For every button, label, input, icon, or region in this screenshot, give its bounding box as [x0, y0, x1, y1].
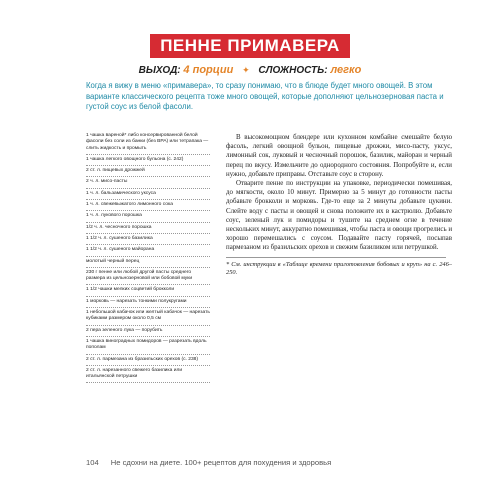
- ingredient-separator: [86, 244, 210, 245]
- ingredient-separator: [86, 267, 210, 268]
- ingredient-item: 1 морковь — нарезать тонкими полукругами: [86, 298, 187, 304]
- recipe-title: ПЕННЕ ПРИМАВЕРА: [160, 36, 340, 55]
- ingredient-item: 230 г пенне или любой другой пасты среднего размера из цельнозерновой или бобовой муки: [86, 269, 193, 282]
- ingredient-item: 1 чашка легкого овощного бульона (с. 242): [86, 156, 184, 162]
- ingredient-item: 1 1/2 ч. л. сушеного майорана: [86, 247, 155, 253]
- ingredient-separator: [86, 256, 210, 257]
- ingredient-item: 1 ч. л. бальзамического уксуса: [86, 190, 156, 196]
- method-step: Отварите пенне по инструкции на упаковке, периодически помешивая, до мягкости, около 10 минут. Примерно за 5 минут до готовности пасты добавьте брокколи и морковь. Где-то еще за 2 минуты добавьте цукини. Слейте воду с пасты и овощей и снова положите их в кастрюлю. Добавьте соус, зеленый лук и помидоры и тушите на среднем огне в течение нескольких минут, аккуратно помешивая, чтобы паста и овощи прогрелись и хорошо перемешались с соусом. Подавайте пасту горячей, посыпав пармезаном из бразильских орехов и свежим базиликом или петрушкой.: [226, 180, 453, 252]
- ingredient-item: 1 ч. л. лукового порошка: [86, 213, 142, 219]
- ingredient-separator: [86, 154, 210, 155]
- recipe-intro: Когда я вижу в меню «примавера», то сразу понимаю, что в блюде будет много овощей. В этом варианте классического рецепта тоже много овощей, которые дополняют цельнозерновая паста и густой соус из белой фасоли.: [86, 81, 444, 112]
- difficulty-value: легко: [330, 64, 362, 76]
- footnote: * См. инструкции в «Таблице времени приготовления бобовых и круп» на с. 246–250.: [226, 260, 452, 277]
- ingredient-item: 1/2 ч. л. чесночного порошка: [86, 224, 152, 230]
- recipe-title-banner: [150, 34, 350, 58]
- ingredient-separator: [86, 336, 210, 337]
- ingredient-separator: [86, 188, 210, 189]
- ingredient-separator: [86, 210, 210, 211]
- ingredient-item: 1 чашка виноградных помидоров — разрезать вдоль пополам: [86, 338, 207, 351]
- ingredient-item: 2 ч. л. мисо-пасты: [86, 179, 128, 185]
- ingredient-separator: [86, 307, 210, 308]
- page-footer: [86, 458, 466, 467]
- ingredient-separator: [86, 325, 210, 326]
- ingredient-item: 1 1/2 чашки мелких соцветий брокколи: [86, 287, 175, 293]
- yield-label: ВЫХОД:: [138, 65, 181, 76]
- diamond-icon: ✦: [242, 65, 250, 75]
- page-number: 104: [86, 458, 99, 467]
- ingredient-separator: [86, 199, 210, 200]
- ingredient-separator: [86, 354, 210, 355]
- recipe-meta: [0, 64, 500, 76]
- difficulty-label: СЛОЖНОСТЬ:: [258, 65, 328, 76]
- footnote-divider: [226, 257, 446, 258]
- ingredient-separator: [86, 296, 210, 297]
- ingredients-list: [86, 133, 210, 385]
- book-title: Не сдохни на диете. 100+ рецептов для похудения и здоровья: [110, 458, 332, 467]
- ingredient-item: молотый черный перец: [86, 258, 140, 264]
- ingredient-item: 1 1/2 ч. л. сушеного базилика: [86, 235, 153, 241]
- ingredient-item: 2 ст. л. пармезана из бразильских орехов (с. 238): [86, 356, 199, 362]
- ingredient-separator: [86, 222, 210, 223]
- ingredient-separator: [86, 382, 210, 383]
- ingredient-item: 2 пера зеленого лука — порубить: [86, 327, 163, 333]
- ingredient-separator: [86, 233, 210, 234]
- ingredient-separator: [86, 176, 210, 177]
- ingredient-separator: [86, 284, 210, 285]
- ingredient-item: 2 ст. л. пищевых дрожжей: [86, 168, 145, 174]
- ingredient-item: 2 ст. л. нарезанного свежего базилика или итальянской петрушки: [86, 367, 183, 380]
- ingredient-item: 1 чашка вареной* либо консервированной белой фасоли без соли из банки (без BPA) или тетрапака — слить жидкость и промыть: [86, 133, 209, 151]
- ingredient-separator: [86, 365, 210, 366]
- yield-value: 4 порции: [183, 64, 234, 76]
- ingredient-item: 1 ч. л. свежевыжатого лимонного сока: [86, 202, 173, 208]
- ingredient-item: 1 небольшой кабачок или желтый кабачок — нарезать кубиками размером около 0,5 см: [86, 310, 210, 322]
- method-section: [226, 133, 452, 278]
- method-step: В высокомощном блендере или кухонном комбайне смешайте белую фасоль, легкий овощной бульон, пищевые дрожжи, мисо-пасту, уксус, лимонный сок, луковый и чесночный порошок, базилик, майоран и черный перец по вкусу. Измельчите до однородного состояния. Попробуйте и, если нужно, добавьте приправы. Отставьте соус в сторону.: [226, 134, 452, 178]
- ingredient-separator: [86, 165, 210, 166]
